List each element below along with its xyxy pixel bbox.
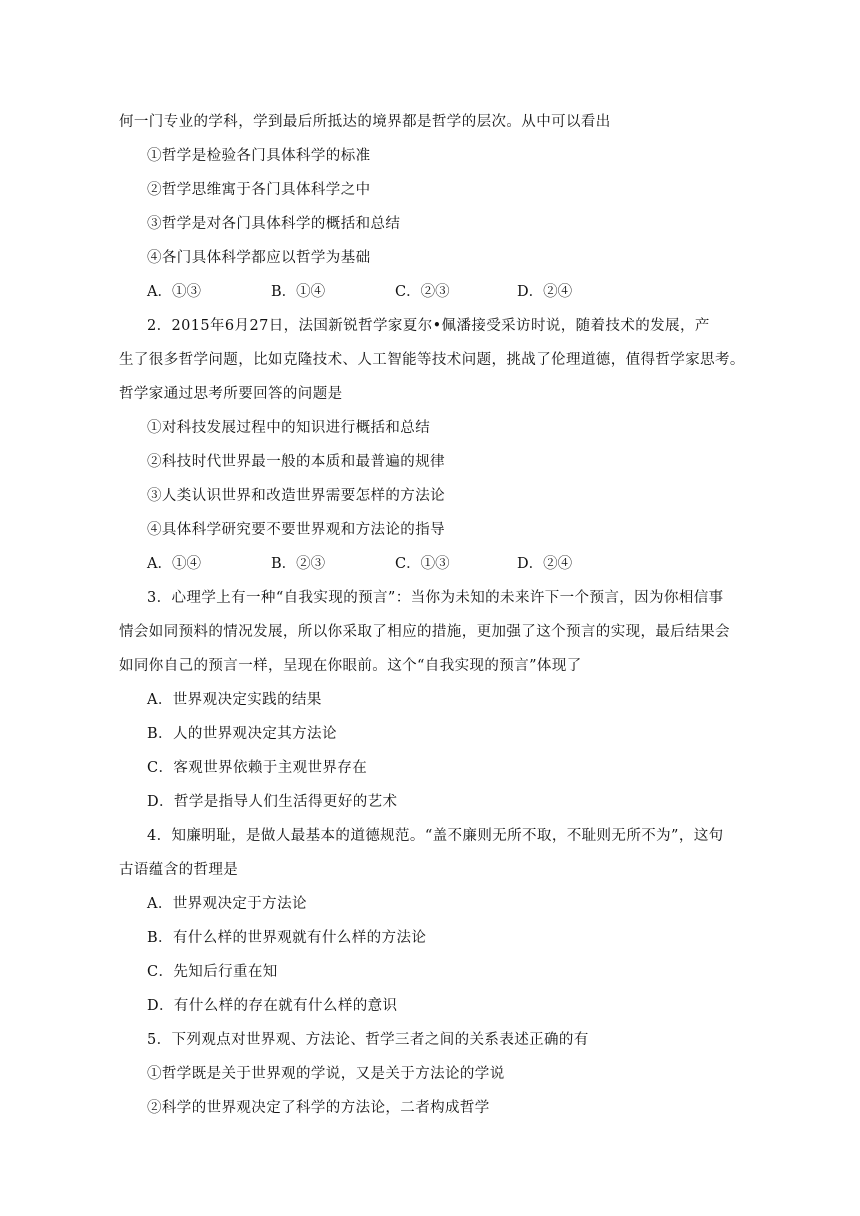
text-line: 生了很多哲学问题，比如克隆技术、人工智能等技术问题，挑战了伦理道德，值得哲学家思考。 <box>119 352 745 368</box>
option-d: D．②④ <box>517 284 573 300</box>
option-line: C．客观世界依赖于主观世界存在 <box>147 760 368 776</box>
option-c: C．①③ <box>395 556 450 572</box>
option-line: A．世界观决定实践的结果 <box>147 692 322 708</box>
option-line: B．有什么样的世界观就有什么样的方法论 <box>147 930 427 946</box>
text-line: ②哲学思维寓于各门具体科学之中 <box>147 182 371 198</box>
question-4-text: 4．知廉明耻，是做人最基本的道德规范。“盖不廉则无所不取，不耻则无所不为”，这句 <box>147 828 724 844</box>
option-a: A．①④ <box>147 556 201 572</box>
text-line: ③人类认识世界和改造世界需要怎样的方法论 <box>147 488 445 504</box>
text-line: ③哲学是对各门具体科学的概括和总结 <box>147 216 401 232</box>
question-2-text: 2．2015年6月27日，法国新锐哲学家夏尔•佩潘接受采访时说，随着技术的发展，产 <box>147 318 710 334</box>
text-line: 情会如同预料的情况发展，所以你采取了相应的措施，更加强了这个预言的实现，最后结果会 <box>119 624 730 640</box>
option-line: D．哲学是指导人们生活得更好的艺术 <box>147 794 398 810</box>
text-line: 哲学家通过思考所要回答的问题是 <box>119 386 343 402</box>
option-b: B．①④ <box>271 284 326 300</box>
text-line: ④具体科学研究要不要世界观和方法论的指导 <box>147 522 445 538</box>
text-line: ④各门具体科学都应以哲学为基础 <box>147 250 371 266</box>
option-line: B．人的世界观决定其方法论 <box>147 726 337 742</box>
option-c: C．②③ <box>395 284 450 300</box>
question-5-text: 5．下列观点对世界观、方法论、哲学三者之间的关系表述正确的有 <box>147 1032 589 1048</box>
text-line: 如同你自己的预言一样，呈现在你眼前。这个“自我实现的预言”体现了 <box>119 658 582 674</box>
text-line: ①哲学既是关于世界观的学说，又是关于方法论的学说 <box>147 1066 505 1082</box>
text-line: ②科学的世界观决定了科学的方法论，二者构成哲学 <box>147 1100 490 1116</box>
option-line: D．有什么样的存在就有什么样的意识 <box>147 998 398 1014</box>
text-line: ②科技时代世界最一般的本质和最普遍的规律 <box>147 454 445 470</box>
text-line: ①对科技发展过程中的知识进行概括和总结 <box>147 420 431 436</box>
text-line: ①哲学是检验各门具体科学的标准 <box>147 148 371 164</box>
question-3-text: 3．心理学上有一种“自我实现的预言”：当你为未知的未来许下一个预言，因为你相信事 <box>147 590 724 606</box>
option-line: C．先知后行重在知 <box>147 964 278 980</box>
option-d: D．②④ <box>517 556 573 572</box>
option-line: A．世界观决定于方法论 <box>147 896 307 912</box>
option-a: A．①③ <box>147 284 201 300</box>
text-line: 何一门专业的学科，学到最后所抵达的境界都是哲学的层次。从中可以看出 <box>119 114 611 130</box>
option-b: B．②③ <box>271 556 326 572</box>
text-line: 古语蕴含的哲理是 <box>119 862 239 878</box>
